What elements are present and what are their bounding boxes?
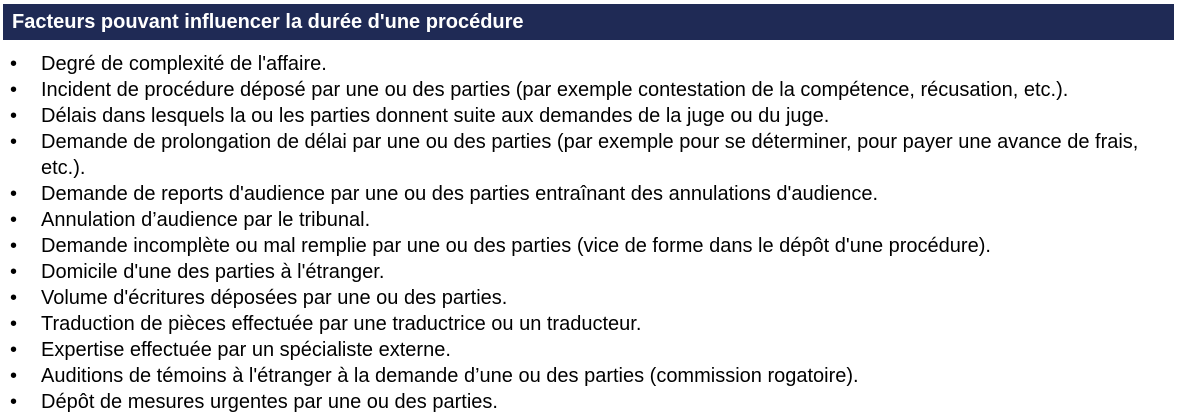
list-item-text: Expertise effectuée par un spécialiste externe. (41, 339, 451, 361)
bullet-icon: • (10, 391, 18, 413)
list-item (0, 233, 1179, 259)
bullet-icon: • (10, 287, 18, 309)
bullet-icon: • (10, 131, 18, 153)
list-item (0, 311, 1179, 337)
list-item-text: Volume d'écritures déposées par une ou des parties. (41, 287, 508, 309)
list-item (0, 103, 1179, 129)
bullet-icon: • (10, 365, 18, 387)
list-item (0, 51, 1179, 77)
bullet-icon: • (10, 105, 18, 127)
list-item (0, 259, 1179, 285)
list-item-text: Degré de complexité de l'affaire. (41, 53, 327, 75)
list-item (0, 285, 1179, 311)
list-item-text: Domicile d'une des parties à l'étranger. (41, 261, 385, 283)
list-item (0, 77, 1179, 103)
list-item-text: Demande incomplète ou mal remplie par une ou des parties (vice de forme dans le dépôt d'une procédure). (41, 235, 991, 257)
list-item-text: Demande de prolongation de délai par une ou des parties (par exemple pour se déterminer, pour payer une avance de frais, etc.). (41, 131, 1139, 179)
bullet-icon: • (10, 209, 18, 231)
section-header (3, 4, 1174, 40)
list-item-text: Incident de procédure déposé par une ou des parties (par exemple contestation de la compétence, récusation, etc.). (41, 79, 1069, 101)
list-item (0, 389, 1179, 415)
section-title: Facteurs pouvant influencer la durée d'une procédure (12, 10, 524, 33)
list-item-text: Dépôt de mesures urgentes par une ou des parties. (41, 391, 498, 413)
bullet-icon: • (10, 261, 18, 283)
list-item-text: Traduction de pièces effectuée par une traductrice ou un traducteur. (41, 313, 642, 335)
list-item-text: Délais dans lesquels la ou les parties donnent suite aux demandes de la juge ou du juge. (41, 105, 830, 127)
list-item (0, 129, 1179, 181)
list-item (0, 181, 1179, 207)
list-item-text: Auditions de témoins à l'étranger à la demande d’une ou des parties (commission rogatoire). (41, 365, 859, 387)
bullet-icon: • (10, 79, 18, 101)
bullet-icon: • (10, 183, 18, 205)
factors-list (0, 51, 1179, 415)
list-item-text: Annulation d’audience par le tribunal. (41, 209, 371, 231)
list-item (0, 207, 1179, 233)
list-item (0, 337, 1179, 363)
list-item-text: Demande de reports d'audience par une ou des parties entraînant des annulations d'audience. (41, 183, 879, 205)
bullet-icon: • (10, 53, 18, 75)
list-item (0, 363, 1179, 389)
bullet-icon: • (10, 313, 18, 335)
bullet-icon: • (10, 339, 18, 361)
bullet-icon: • (10, 235, 18, 257)
